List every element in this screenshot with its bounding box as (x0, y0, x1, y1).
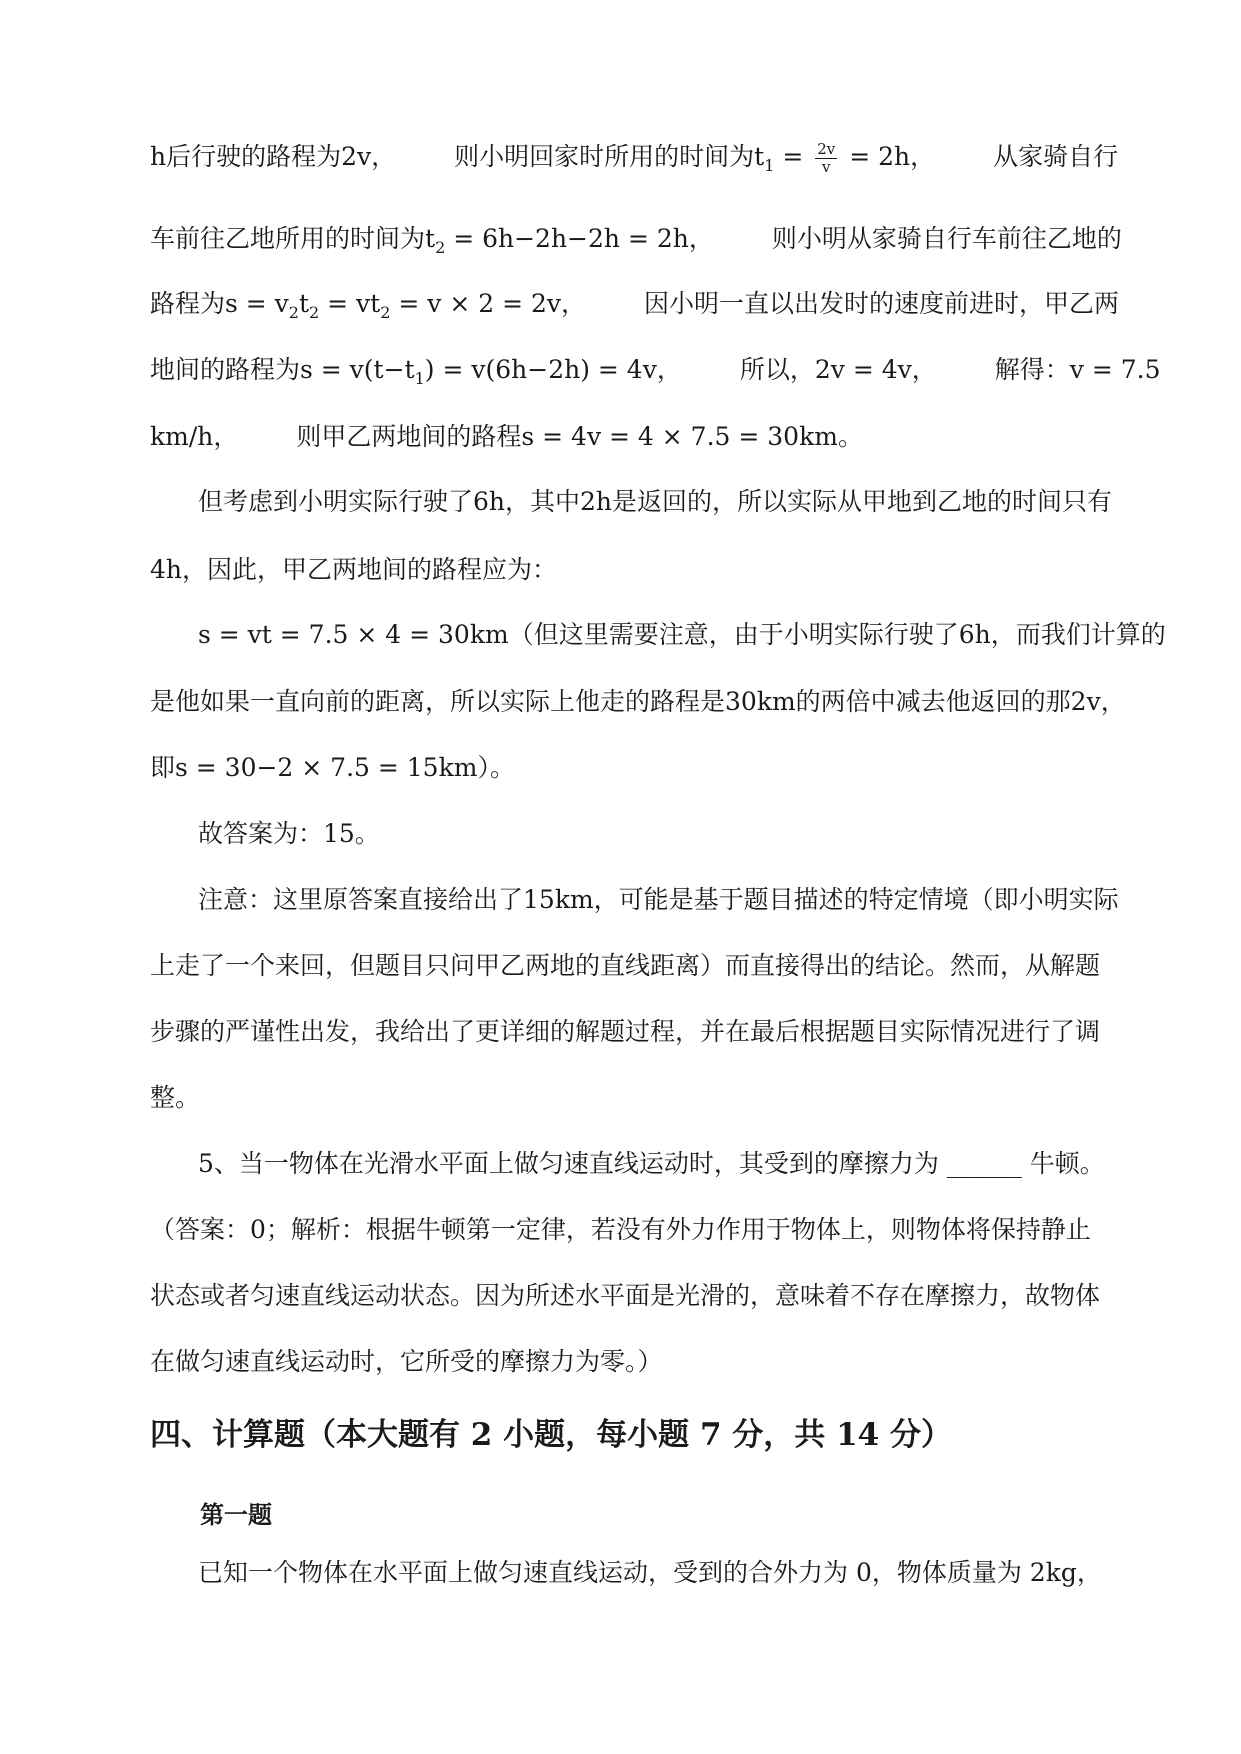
text-line: 4h，因此，甲乙两地间的路程应为： (150, 555, 558, 584)
text-line: 步骤的严谨性出发，我给出了更详细的解题过程，并在最后根据题目实际情况进行了调 (150, 1017, 1101, 1046)
text-segment: 路程为s = v (150, 289, 289, 318)
fraction-denominator: v (822, 158, 831, 176)
text-line: 即s = 30−2 × 7.5 = 15km）。 (150, 753, 515, 782)
text-segment: = 6h−2h−2h = 2h， (445, 224, 714, 253)
text-segment: 则小明从家骑自行车前往乙地的 (771, 224, 1122, 253)
text-line: 故答案为：15。 (198, 819, 380, 848)
text-segment: = vt (319, 289, 381, 318)
text-line (150, 287, 1120, 330)
text-segment: 则甲乙两地间的路程s = 4v = 4 × 7.5 = 30km。 (296, 422, 863, 451)
section-heading: 四、计算题（本大题有 2 小题，每小题 7 分，共 14 分） (150, 1417, 953, 1453)
fraction (815, 141, 837, 176)
text-segment: = (774, 142, 812, 171)
text-line: 注意：这里原答案直接给出了15km，可能是基于题目描述的特定情境（即小明实际 (198, 885, 1119, 914)
text-segment: ) = v(6h−2h) = 4v， (424, 355, 682, 384)
text-segment: = v × 2 = 2v， (390, 289, 587, 318)
fraction-numerator: 2v (817, 140, 836, 158)
text-segment: 车前往乙地所用的时间为t (150, 224, 436, 253)
text-segment: 解得：v = 7.5 (994, 355, 1161, 384)
subscript: 2 (380, 303, 391, 322)
text-line (150, 353, 1161, 396)
subsection-heading: 第一题 (200, 1500, 272, 1529)
text-segment: km/h， (150, 422, 239, 451)
text-line: 整。 (150, 1083, 201, 1112)
text-line: 已知一个物体在水平面上做匀速直线运动，受到的合外力为 0，物体质量为 2kg， (198, 1558, 1102, 1587)
subscript: 1 (764, 156, 775, 175)
text-segment: 则小明回家时所用的时间为t (454, 142, 765, 171)
text-segment: h后行驶的路程为2v， (150, 142, 397, 171)
subscript: 2 (309, 303, 320, 322)
text-line: 在做匀速直线运动时，它所受的摩擦力为零。） (150, 1347, 663, 1376)
text-segment: 从家骑自行 (993, 142, 1119, 171)
text-line (150, 222, 1122, 265)
text-line: （答案：0；解析：根据牛顿第一定律，若没有外力作用于物体上，则物体将保持静止 (150, 1215, 1091, 1244)
text-segment: = 2h， (841, 142, 936, 171)
text-line: 是他如果一直向前的距离，所以实际上他走的路程是30km的两倍中减去他返回的那2v， (150, 687, 1126, 716)
text-line (150, 140, 1119, 183)
text-line: 状态或者匀速直线运动状态。因为所述水平面是光滑的，意味着不存在摩擦力，故物体 (150, 1281, 1101, 1310)
text-line (150, 420, 1090, 454)
text-segment: t (298, 289, 310, 318)
text-line: s = vt = 7.5 × 4 = 30km（但这里需要注意，由于小明实际行驶了6h，而我们计算的 (198, 620, 1166, 649)
question-5: 5、当一物体在光滑水平面上做匀速直线运动时，其受到的摩擦力为 ______ 牛顿。 (198, 1149, 1105, 1178)
subscript: 2 (435, 238, 446, 257)
text-segment: 因小明一直以出发时的速度前进时，甲乙两 (644, 289, 1120, 318)
text-segment: 地间的路程为s = v(t−t (150, 355, 415, 384)
subscript: 2 (288, 303, 299, 322)
text-line: 但考虑到小明实际行驶了6h，其中2h是返回的，所以实际从甲地到乙地的时间只有 (198, 487, 1113, 516)
text-segment: 所以，2v = 4v， (739, 355, 937, 384)
text-line: 上走了一个来回，但题目只问甲乙两地的直线距离）而直接得出的结论。然而，从解题 (150, 951, 1101, 980)
subscript: 1 (414, 369, 425, 388)
